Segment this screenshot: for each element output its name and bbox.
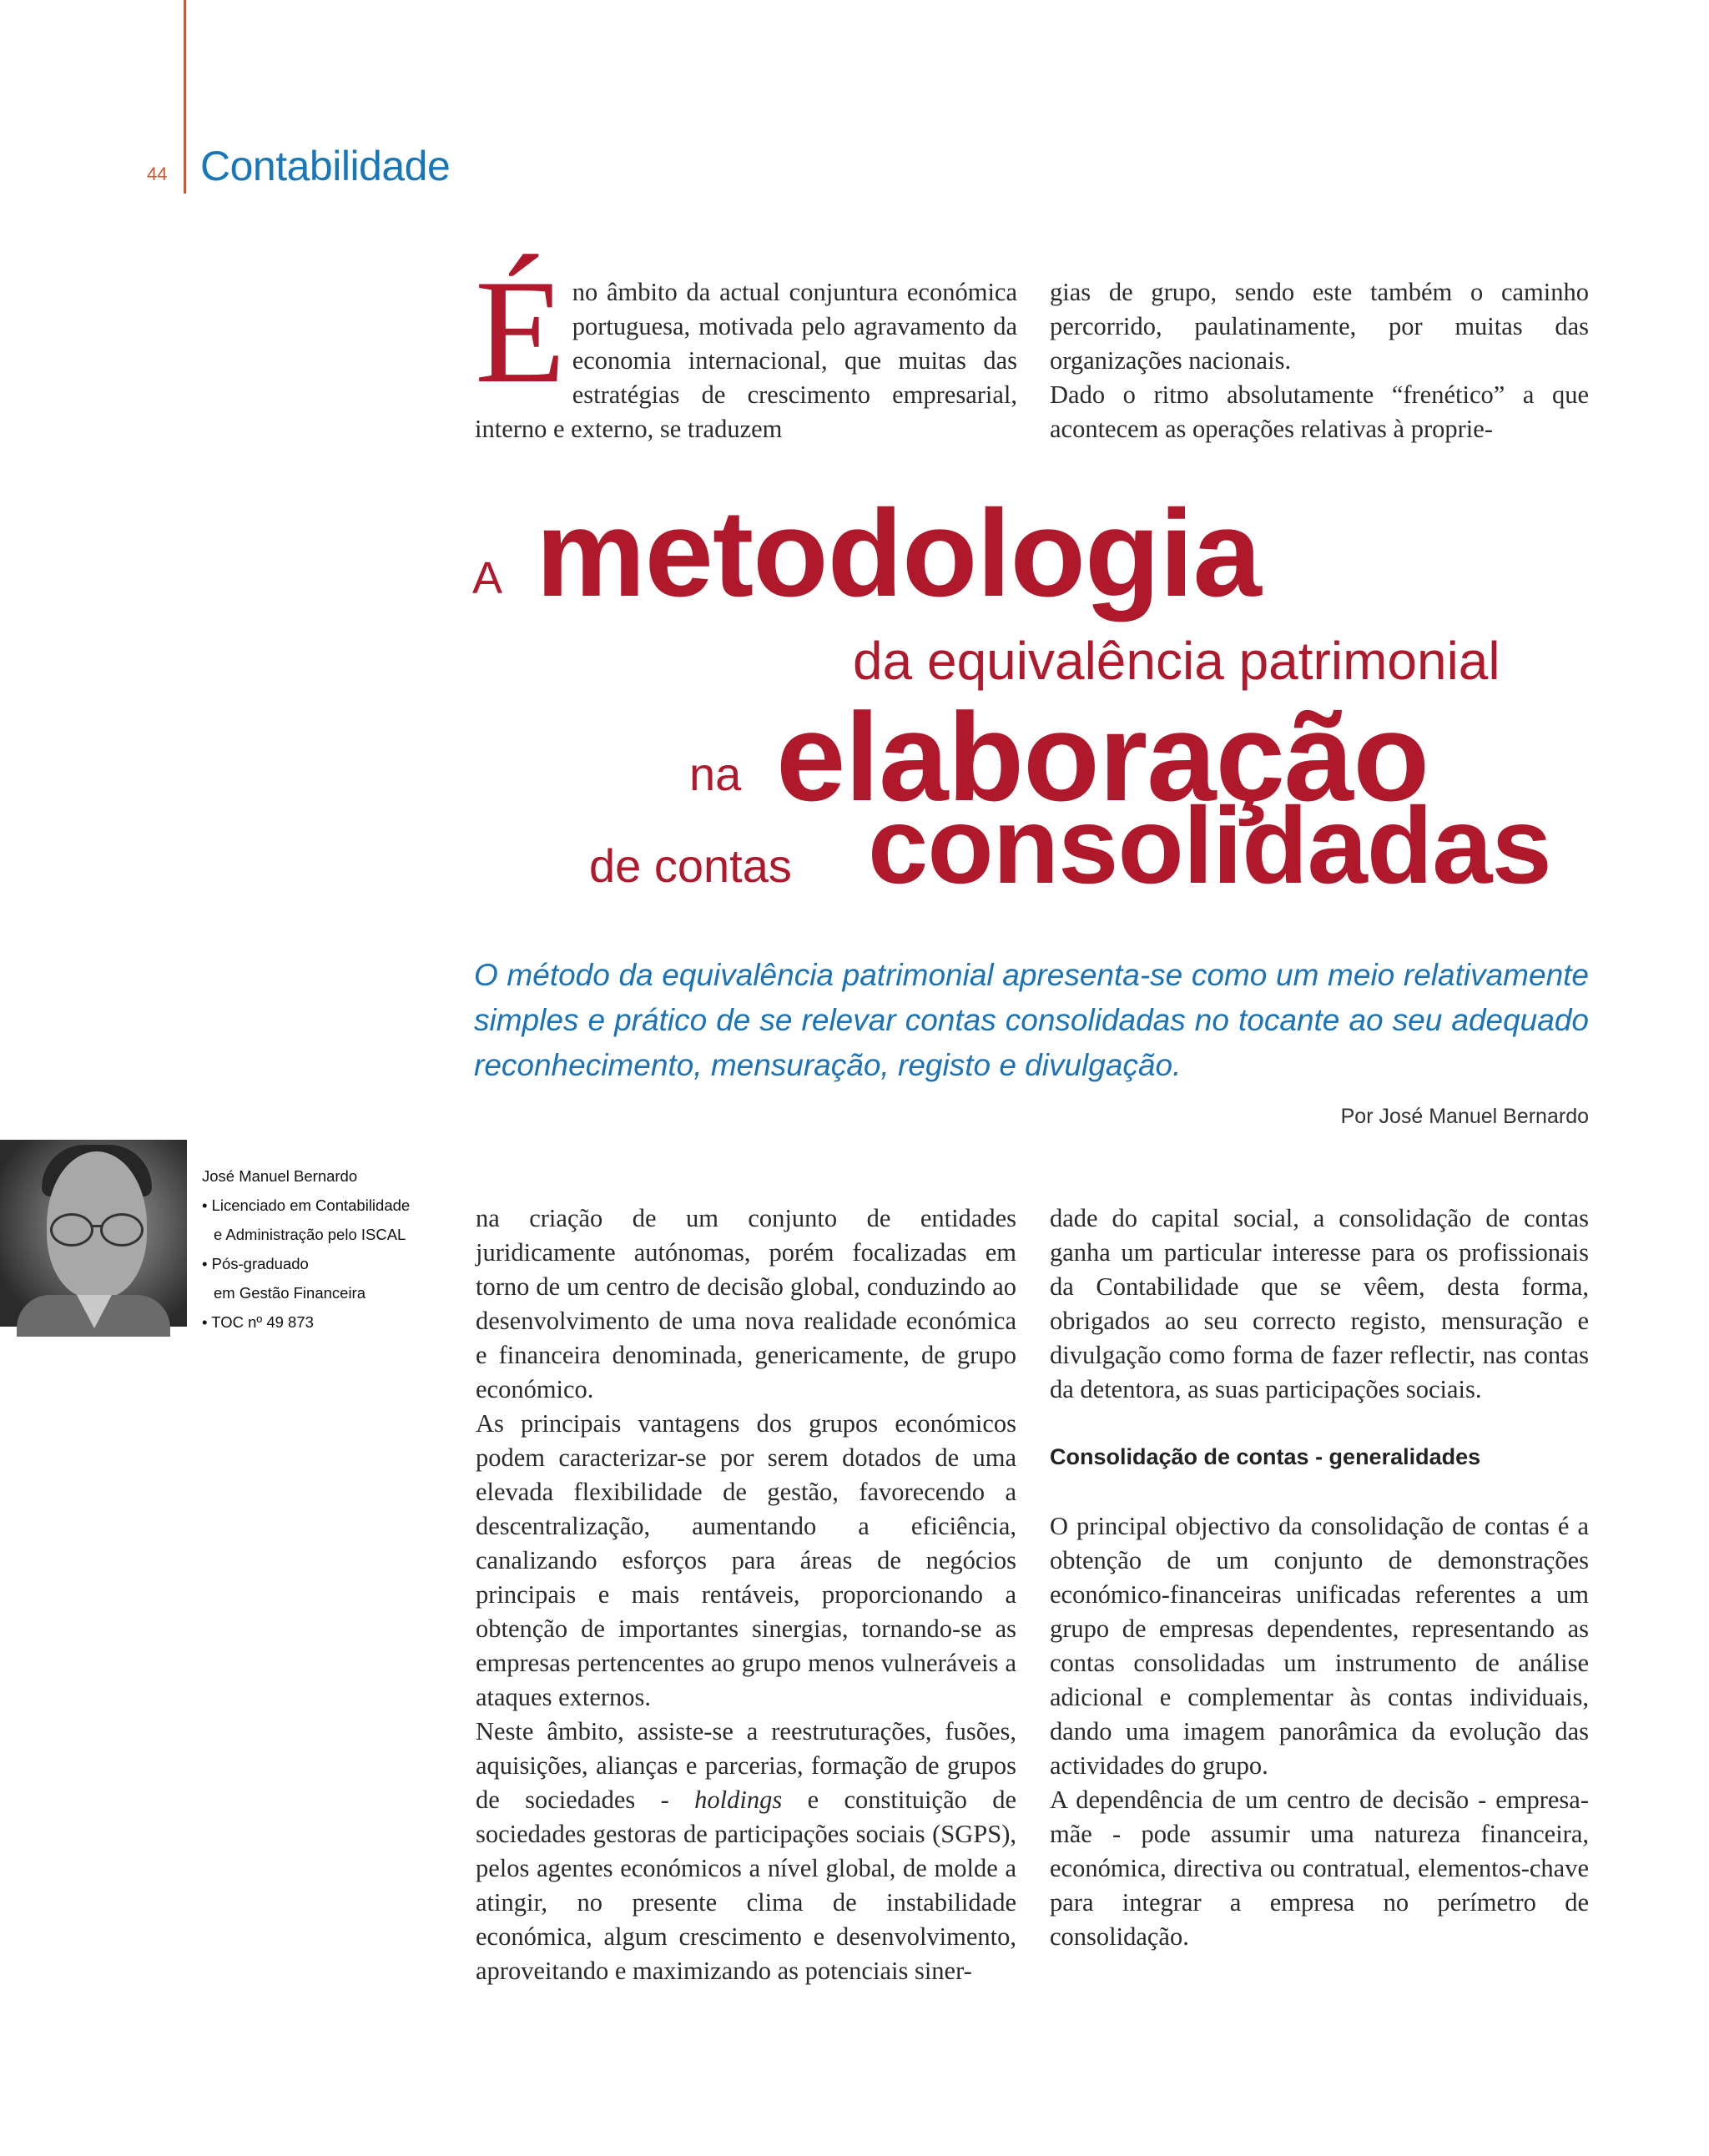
body-paragraph: dade do capital social, a consolidação de contas ganha um particular interesse para os profissionais da Contabilidade que se vêem, desta forma, obrigados ao seu correcto registo, mensuração e divulgação como forma de fazer reflectir, nas contas da detentora, as suas participações sociais. [1050, 1204, 1589, 1403]
section-title: Contabilidade [200, 143, 451, 189]
bio-line: • TOC nº 49 873 [202, 1313, 314, 1331]
title-line-2: da equivalência patrimonial [853, 631, 1500, 691]
bio-line: em Gestão Financeira [214, 1284, 366, 1302]
title-word-elaboracao: elaboração [776, 687, 1429, 827]
vertical-rule [184, 0, 186, 194]
intro-right-paragraph: gias de grupo, sendo este também o caminho percorrido, paulatinamente, por muitas das organizações nacionais. [1050, 278, 1589, 375]
italic-term: holdings [694, 1786, 783, 1814]
author-photo [0, 1140, 187, 1327]
bio-line: e Administração pelo ISCAL [214, 1226, 406, 1243]
body-paragraph: Neste âmbito, assiste-se a reestruturações, fusões, aquisições, alianças e parcerias, formação de grupos de sociedades - holdings e constituição de sociedades gestoras de participações sociais (SGPS), pelos agentes económicos a nível global, de molde a atingir, no presente clima de instabilidade económica, algum crescimento e desenvolvimento, aproveitando e maximizando as potenciais siner- [476, 1717, 1016, 1985]
body-paragraph: na criação de um conjunto de entidades juridicamente autónomas, porém focalizadas em torno de um centro de decisão global, conduzindo ao desenvolvimento de uma nova realidade económica e financeira denominada, genericamente, de grupo económico. [476, 1204, 1016, 1403]
body-right-column [1050, 1201, 1589, 1954]
bio-line: • Pós-graduado [202, 1255, 309, 1272]
title-word-metodologia: metodologia [536, 485, 1261, 622]
title-word-na: na [689, 748, 742, 800]
lead-paragraph: O método da equivalência patrimonial apresenta-se como um meio relativamente simples e prático de se relevar contas consolidadas no tocante ao seu adequado reconhecimento, mensuração, registo e divulgação. [474, 958, 1589, 1082]
page-number: 44 [147, 164, 168, 184]
author-bio [202, 1161, 410, 1337]
drop-cap: É [475, 249, 566, 414]
body-paragraph: A dependência de um centro de decisão - empresa-mãe - pode assumir uma natureza financeira, económica, directiva ou contratual, elementos-chave para integrar a empresa no perímetro de consolidação. [1050, 1786, 1589, 1951]
subheading: Consolidação de contas - generalidades [1050, 1444, 1481, 1469]
title-word-a: A [472, 553, 503, 603]
author-name: José Manuel Bernardo [202, 1167, 358, 1185]
intro-right-paragraph: Dado o ritmo absolutamente “frenético” a que acontecem as operações relativas à proprie- [1050, 380, 1589, 443]
body-paragraph: As principais vantagens dos grupos económicos podem caracterizar-se por serem dotados de uma elevada flexibilidade de gestão, favorecendo a descentralização, aumentando a eficiência, canalizando esforços para áreas de negócios principais e mais rentáveis, proporcionando a obtenção de importantes sinergias, tornando-se as empresas pertencentes ao grupo menos vulneráveis a ataques externos. [476, 1409, 1016, 1711]
byline: Por José Manuel Bernardo [1340, 1105, 1589, 1128]
intro-left-column [475, 249, 1017, 446]
title-word-consolidadas: consolidadas [868, 784, 1551, 906]
title-words-de-contas: de contas [589, 839, 792, 892]
intro-left-text: no âmbito da actual conjuntura económica portuguesa, motivada pelo agravamento da economia internacional, que muitas das estratégias de crescimento empresarial, interno e externo, se traduzem [475, 278, 1017, 443]
bio-line: • Licenciado em Contabilidade [202, 1196, 411, 1214]
body-left-column [476, 1201, 1016, 1988]
intro-right-column [1050, 275, 1589, 446]
body-paragraph: O principal objectivo da consolidação de contas é a obtenção de um conjunto de demonstrações económico-financeiras unificadas referentes a um grupo de empresas dependentes, representando as contas consolidadas um instrumento de análise adicional e complementar às contas individuais, dando uma imagem panorâmica da evolução das actividades do grupo. [1050, 1512, 1589, 1780]
